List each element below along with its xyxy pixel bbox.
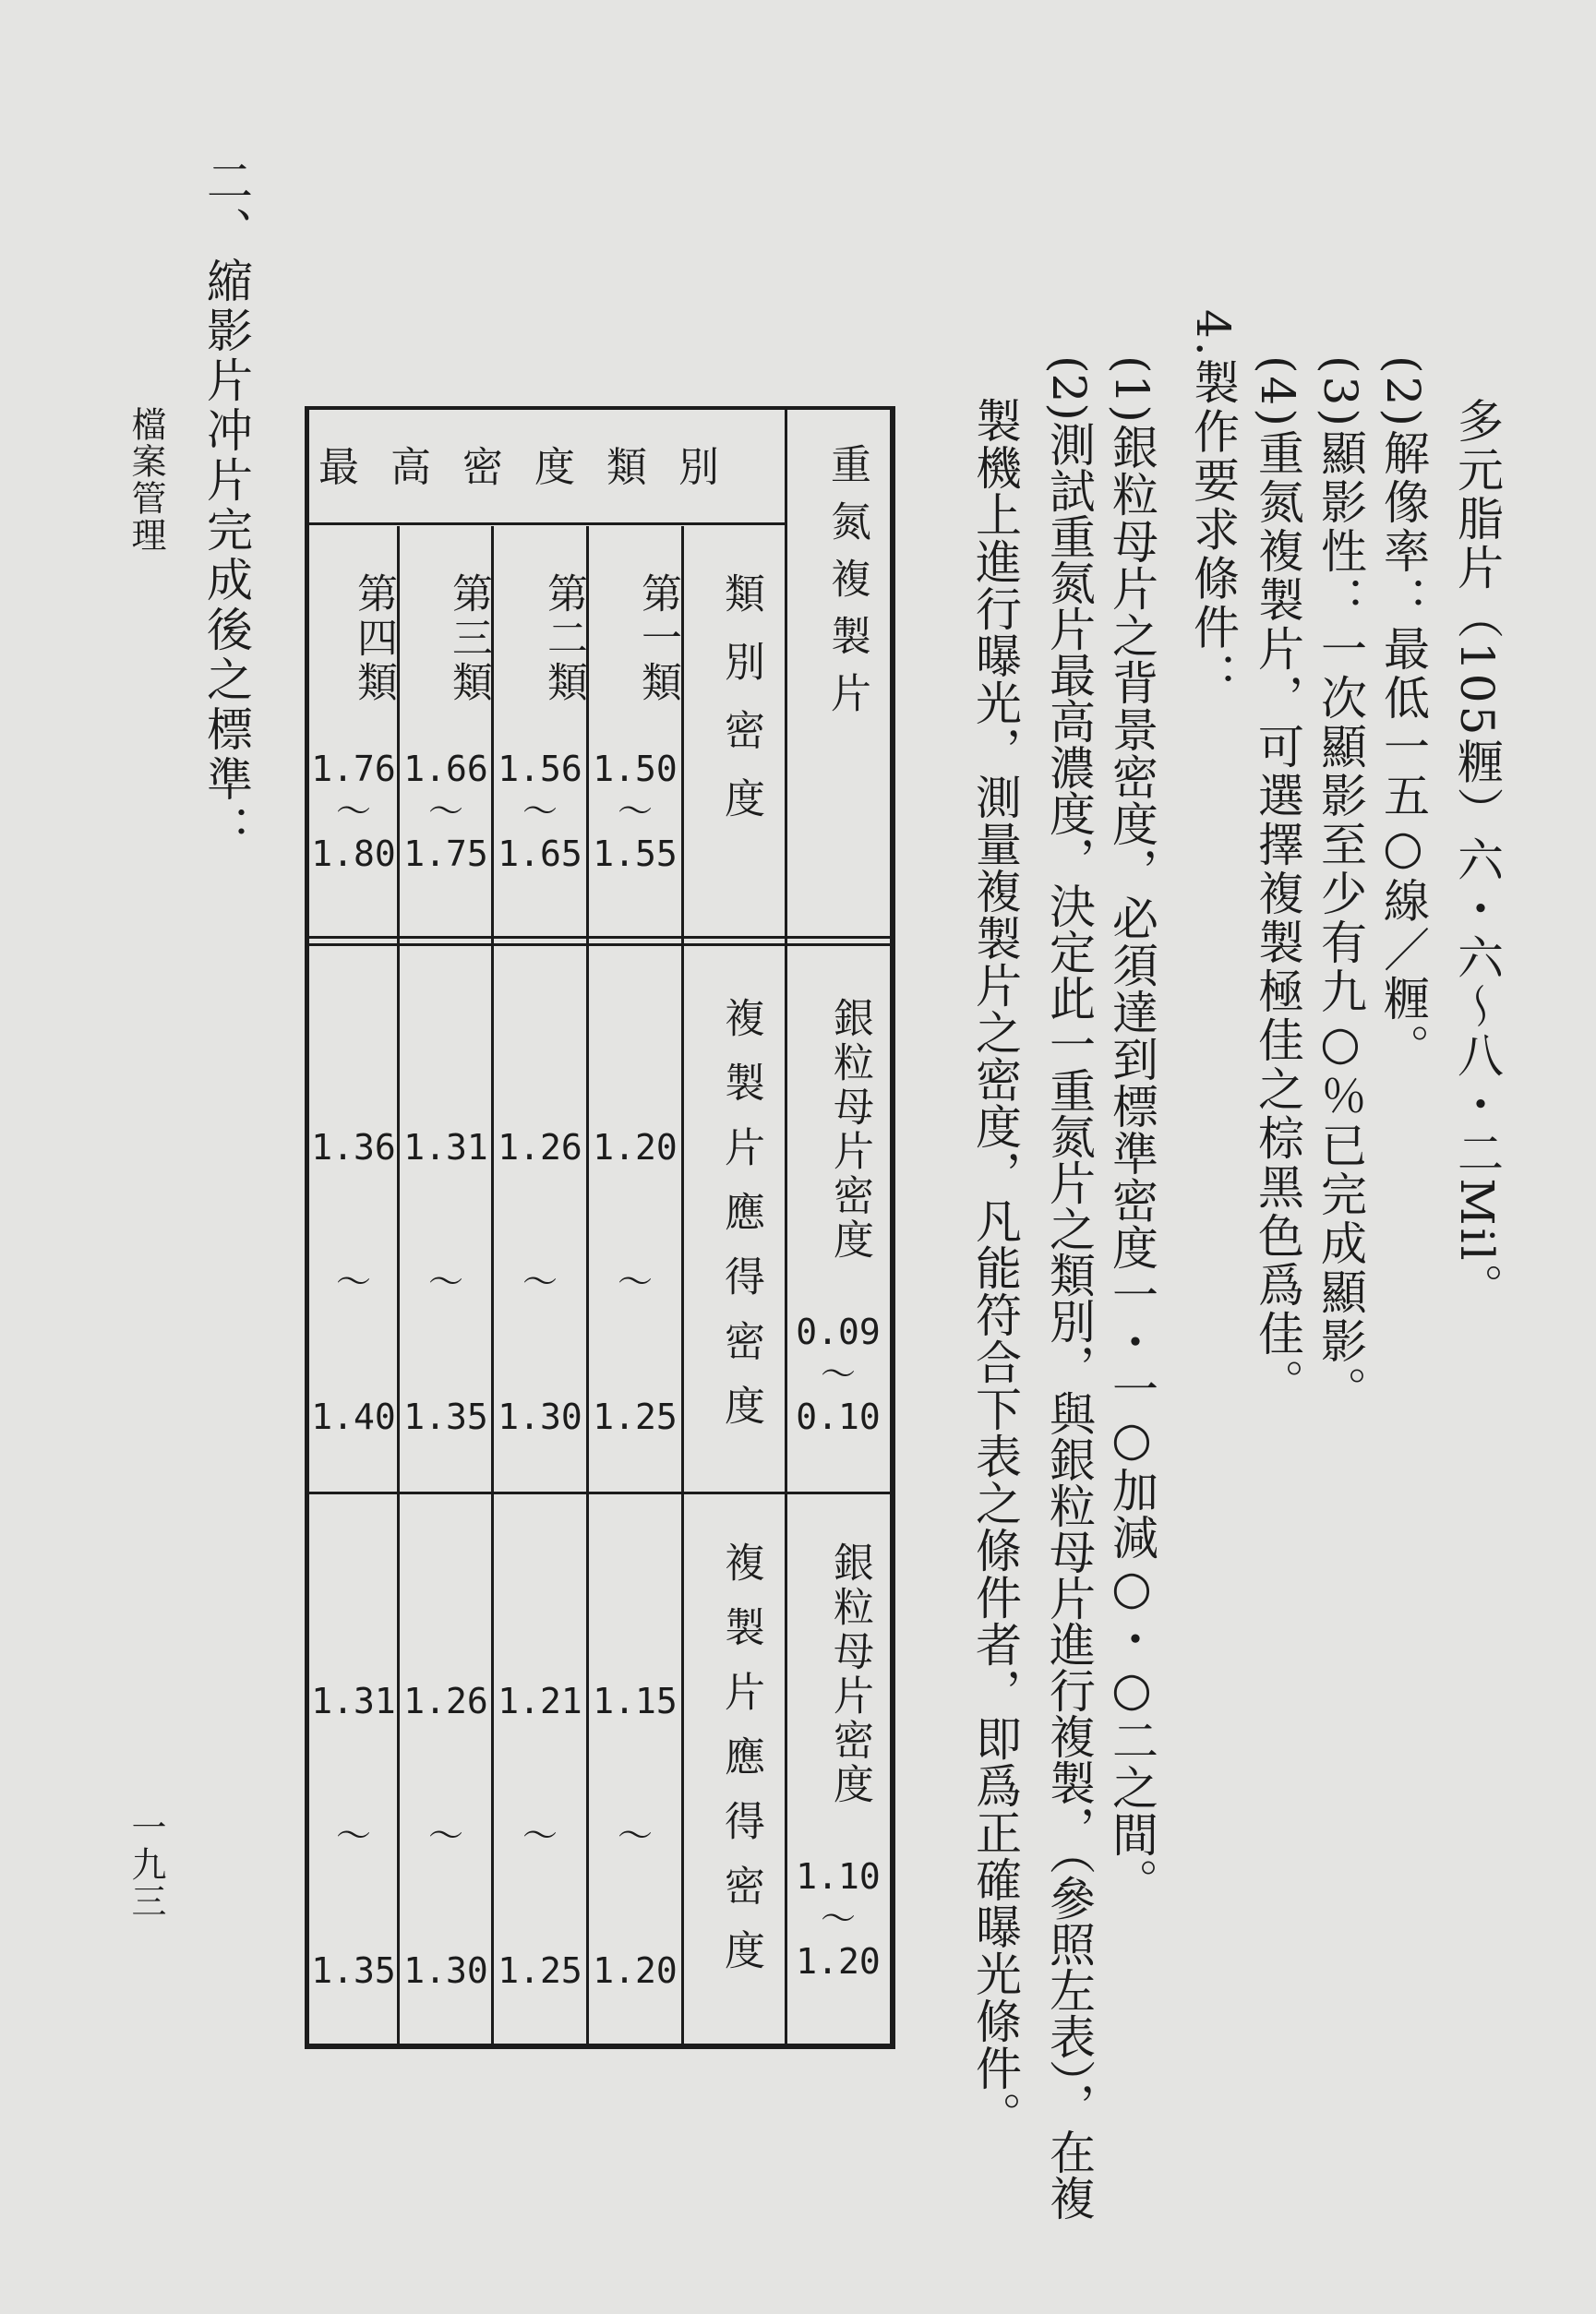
- class-label-1: 第一類: [634, 572, 681, 705]
- class-3-density: 1.66 〜 1.75: [403, 749, 488, 874]
- body-line-8: 製機上進行曝光，測量複製片之密度，凡能符合下表之條件者，即爲正確曝光條件。: [968, 397, 1022, 2139]
- body-line-2: (2)解像率：最低一五○線／糎。: [1376, 355, 1430, 1073]
- body-line-4: (4)重氮複製片，可選擇複製極佳之棕黑色爲佳。: [1251, 355, 1304, 1408]
- class-label-3: 第三類: [445, 572, 492, 705]
- body-line-3: (3)顯影性：一次顯影至少有九○％已完成顯影。: [1314, 355, 1367, 1415]
- class-label-4: 第四類: [350, 572, 397, 705]
- running-title: 檔案管理: [126, 406, 166, 554]
- band2-class-2: 1.26 〜 1.30: [498, 1127, 582, 1437]
- band3-sub-header: 複製片應得密度: [717, 1541, 764, 1994]
- body-line-1: 多元脂片（105糎）六・六〜八・二Mil。: [1450, 397, 1504, 1313]
- page-number: 一九三: [126, 1809, 166, 1920]
- class-label-2: 第二類: [540, 572, 587, 705]
- band3-master-density: 1.10 〜 1.20: [796, 1856, 881, 1982]
- band2-master-density: 0.09 〜 0.10: [796, 1312, 881, 1437]
- class-2-density: 1.56 〜 1.65: [498, 749, 582, 874]
- band2-class-1: 1.20 〜 1.25: [593, 1127, 678, 1437]
- density-table: [305, 406, 895, 2049]
- class-1-density: 1.50 〜 1.55: [593, 749, 678, 874]
- class-4-density: 1.76 〜 1.80: [311, 749, 396, 874]
- band3-class-3: 1.26 〜 1.30: [403, 1681, 488, 1991]
- body-line-5: 4.製作要求條件：: [1186, 309, 1240, 701]
- band2-class-4: 1.36 〜 1.40: [311, 1127, 396, 1437]
- band2-header: 銀粒母片密度: [826, 997, 873, 1263]
- header-class-density: 類別密度: [717, 572, 764, 845]
- body-line-6: (1)銀粒母片之背景密度，必須達到標準密度一・一○加減○・○二之間。: [1105, 355, 1158, 1905]
- band3-header: 銀粒母片密度: [826, 1541, 873, 1807]
- band2-sub-header: 複製片應得密度: [717, 997, 764, 1449]
- section-heading: 二、縮影片冲片完成後之標準：: [199, 157, 253, 855]
- header-diazo-copy: 重氮複製片: [823, 443, 870, 729]
- band3-class-2: 1.21 〜 1.25: [498, 1681, 582, 1991]
- band3-class-1: 1.15 〜 1.20: [593, 1681, 678, 1991]
- band2-class-3: 1.31 〜 1.35: [403, 1127, 488, 1437]
- body-line-7: (2)測試重氮片最高濃度，決定此一重氮片之類別，與銀粒母片進行複製，（參照左表），在複: [1042, 355, 1096, 2221]
- band3-class-4: 1.31 〜 1.35: [311, 1681, 396, 1991]
- header-max-density-class: 最高密度類別: [318, 444, 750, 491]
